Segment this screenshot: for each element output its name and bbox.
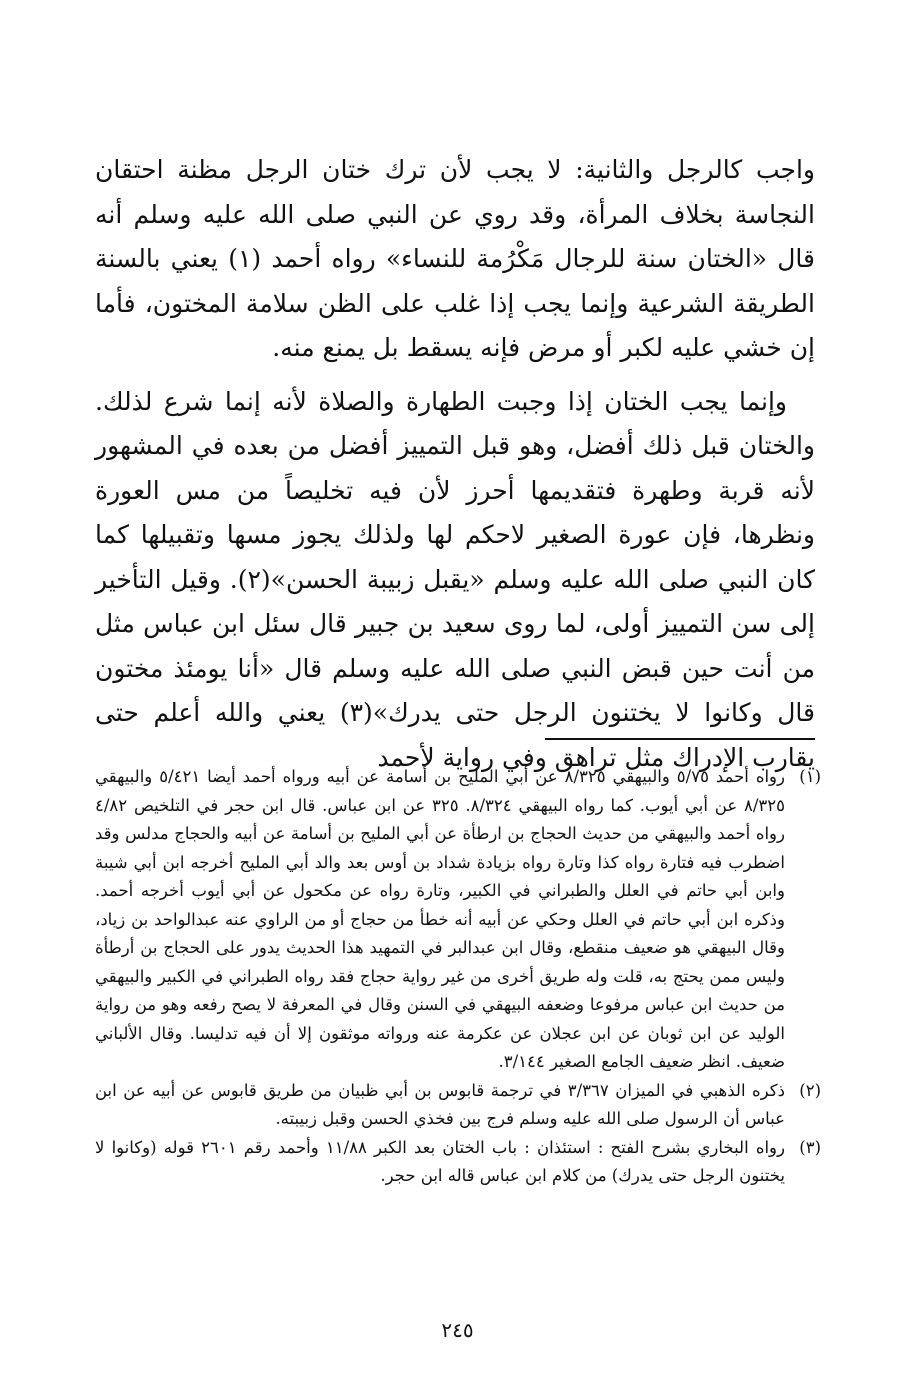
- footnote-2-number: (٢): [799, 1080, 821, 1100]
- footnote-3-text: رواه البخاري بشرح الفتح : استئذان : باب الختان بعد الكبر ١١/٨٨ وأحمد رقم ٢٦٠١ قوله (وكانوا لا يختنون الرجل حتى يدرك) من كلام ابن عباس قاله ابن حجر.: [95, 1137, 785, 1185]
- footnotes-section: [95, 763, 821, 1191]
- page-number: ٢٤٥: [441, 1318, 474, 1342]
- main-text-body: [95, 148, 815, 780]
- footnote-1: [95, 763, 821, 1077]
- footnote-3-number: (٣): [799, 1137, 821, 1157]
- footnote-1-text: رواه أحمد ٥/٧٥ والبيهقي ٨/٣٢٥ عن أبي المليح بن أسامة عن أبيه ورواه أحمد أيضا ٥/٤٢١ والبيهقي ٨/٣٢٥ عن أبي أيوب. كما رواه البيهقي ٨/٣٢٤. ٣٢٥ عن ابن عباس. قال ابن حجر في التلخيص ٤/٨٢ رواه أحمد والبيهقي من حديث الحجاج بن ارطأة عن أبي المليح بن أسامة عن أبيه والحجاج مدلس وقد اضطرب فيه فتارة رواه كذا وتارة رواه بزيادة شداد بن أوس بعد والد أبي المليح أخرجه ابن أبي شيبة وابن أبي حاتم في العلل والطبراني في الكبير، وتارة رواه عن مكحول عن أبي أيوب أخرجه أحمد. وذكره ابن أبي حاتم في العلل وحكي عن أبيه أنه خطأ من حجاج أو من الراوي عنه عبدالواحد بن زياد، وقال البيهقي هو ضعيف منقطع، وقال ابن عبدالبر في التمهيد هذا الحديث يدور على الحجاج بن أرطأة وليس ممن يحتج به، قلت وله طريق أخرى من غير رواية حجاج فقد رواه الطبراني في الكبير والبيهقي من حديث ابن عباس مرفوعا وضعفه البيهقي في السنن وقال في المعرفة لا يصح رفعه وهو من رواية الوليد عن ابن ثوبان عن ابن عجلان عن عكرمة عنه ورواته موثقون إلا أن فيه تدليسا. وقال الألباني ضعيف. انظر ضعيف الجامع الصغير ٣/١٤٤.: [95, 767, 786, 1071]
- main-paragraph-1: واجب كالرجل والثانية: لا يجب لأن ترك ختان الرجل مظنة احتقان النجاسة بخلاف المرأة، وقد روي عن النبي صلى الله عليه وسلم أنه قال «الختان سنة للرجال مَكْرُمة للنساء» رواه أحمد (١) يعني بالسنة الطريقة الشرعية وإنما يجب إذا غلب على الظن سلامة المختون، فأما إن خشي عليه لكبر أو مرض فإنه يسقط بل يمنع منه.: [95, 155, 815, 362]
- footnote-1-number: (١): [799, 767, 821, 786]
- footnote-3: [95, 1134, 821, 1191]
- main-paragraph-2: وإنما يجب الختان إذا وجبت الطهارة والصلاة لأنه إنما شرع لذلك. والختان قبل ذلك أفضل، وهو قبل التمييز أفضل من بعده في المشهور لأنه قربة وطهرة فتقديمها أحرز لأن فيه تخليصاً من مس العورة ونظرها، فإن عورة الصغير لاحكم لها ولذلك يجوز مسها وتقبيلها كما كان النبي صلى الله عليه وسلم «يقبل زبيبة الحسن»(٢). وقيل التأخير إلى سن التمييز أولى، لما روى سعيد بن جبير قال سئل ابن عباس مثل من أنت حين قبض النبي صلى الله عليه وسلم قال «أنا يومئذ مختون قال وكانوا لا يختنون الرجل حتى يدرك»(٣) يعني والله أعلم حتى يقارب الإدراك مثل تراهق وفي رواية لأحمد: [95, 386, 816, 772]
- footnote-separator: [545, 738, 815, 740]
- footnote-2-text: ذكره الذهبي في الميزان ٣/٣٦٧ في ترجمة قابوس بن أبي ظبيان من طريق قابوس عن أبيه عن ابن عباس أن الرسول صلى الله عليه وسلم فرج بين فخذي الحسن وقبل زبيبته.: [95, 1080, 785, 1128]
- footnote-2: [95, 1077, 821, 1134]
